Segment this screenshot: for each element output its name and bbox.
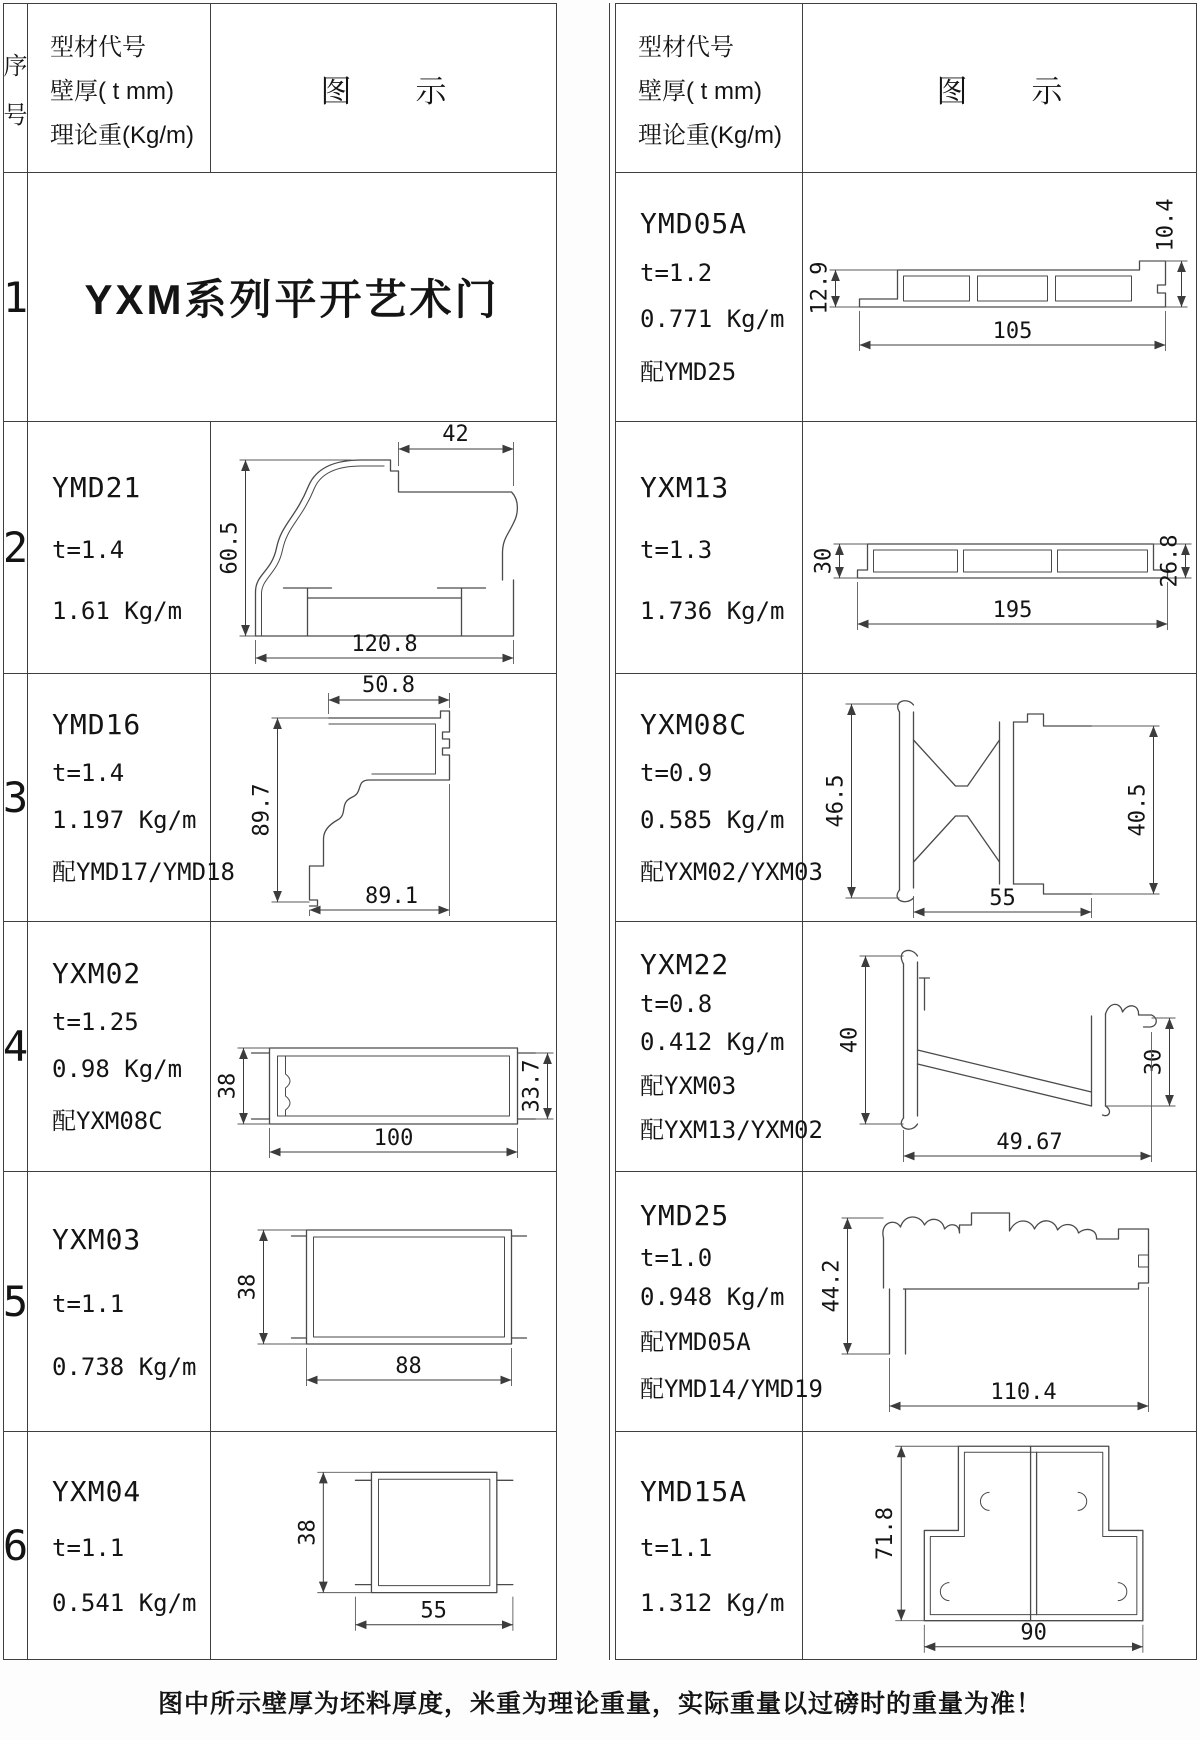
dim-label-left: 38 (235, 1273, 261, 1301)
serial-6: 6 (4, 1432, 28, 1659)
cell-diagram-ymd21 (211, 422, 556, 674)
dim-label-bottom: 89.1 (365, 884, 418, 909)
cell-diagram-ymd16 (211, 674, 556, 922)
profile-drawing-yxm22 (803, 922, 1196, 1171)
profile-weight: 0.98 Kg/m (52, 1054, 183, 1083)
profile-match: 配YXM03 (640, 1071, 737, 1100)
cell-code-ymd15a (616, 1432, 803, 1659)
dim-label-bottom: 55 (989, 886, 1016, 911)
dim-label-left: 44.2 (819, 1259, 845, 1313)
dimensions (216, 1048, 554, 1158)
profile-drawing-ymd15a (803, 1432, 1196, 1659)
profile-outline (292, 1230, 527, 1344)
cell-diagram-ymd25 (803, 1172, 1196, 1432)
profile-match: 配YXM02/YXM03 (640, 857, 823, 886)
serial-3: 3 (4, 674, 28, 922)
serial-header-char-2: 号 (3, 102, 28, 129)
profile-outline (901, 950, 1156, 1129)
profile-weight: 1.736 Kg/m (640, 596, 785, 625)
profile-drawing-yxm04 (211, 1432, 556, 1659)
profile-outline (310, 711, 450, 906)
dim-label-bottom: 100 (373, 1126, 414, 1151)
dim-label-left: 12.9 (807, 261, 833, 315)
profile-thickness: t=0.8 (640, 990, 713, 1019)
profile-thickness: t=1.25 (52, 1008, 139, 1037)
dimensions (824, 704, 1160, 918)
dim-label-bottom: 55 (420, 1598, 447, 1624)
profile-weight: 0.771 Kg/m (640, 305, 785, 334)
cell-code-yxm03 (28, 1172, 211, 1432)
profile-code: YXM04 (52, 1474, 142, 1508)
dim-label-bottom: 105 (992, 319, 1033, 344)
dimensions (812, 535, 1192, 630)
profile-match: 配YMD17/YMD18 (52, 857, 235, 886)
dim-label-bottom: 110.4 (990, 1380, 1057, 1405)
dim-label-bottom: 49.67 (996, 1130, 1063, 1155)
profile-outline (355, 1472, 512, 1592)
profile-code: YXM22 (640, 947, 730, 981)
serial-2: 2 (4, 422, 28, 674)
dim-label-right: 30 (1141, 1048, 1167, 1076)
dim-label-left: 71.8 (873, 1506, 899, 1561)
profile-weight: 1.312 Kg/m (640, 1588, 785, 1617)
profile-thickness: t=1.0 (640, 1243, 713, 1272)
dim-label-left: 46.5 (823, 774, 849, 828)
profile-match: 配YMD14/YMD19 (640, 1374, 823, 1403)
dim-label-left: 89.7 (249, 783, 275, 837)
cell-diagram-yxm08c (803, 674, 1196, 922)
cell-code-yxm13 (616, 422, 803, 674)
dimensions (295, 1472, 513, 1630)
profile-weight: 0.738 Kg/m (52, 1352, 197, 1381)
profile-drawing-yxm02 (211, 922, 556, 1171)
dim-label-left: 38 (295, 1519, 321, 1546)
dim-label-left: 60.5 (217, 521, 243, 575)
code-header-line-1: 型材代号 (638, 33, 734, 61)
profile-thickness: t=0.9 (640, 759, 713, 788)
header-diagram-right (803, 4, 1196, 173)
profile-drawing-ymd25 (803, 1172, 1196, 1431)
header-diagram-left (211, 4, 556, 173)
profile-outline (858, 544, 1168, 578)
dimensions (820, 1218, 1149, 1412)
cell-code-yxm22 (616, 922, 823, 1172)
profile-weight: 0.412 Kg/m (640, 1027, 785, 1056)
cell-code-ymd25 (616, 1172, 823, 1432)
code-header-line-2: 壁厚( t mm) (638, 77, 762, 105)
cell-code-yxm04 (28, 1432, 211, 1659)
profile-thickness: t=1.2 (640, 258, 713, 287)
header-serial-column (4, 4, 28, 173)
profile-thickness: t=1.1 (52, 1290, 125, 1318)
cell-code-ymd05a (616, 173, 803, 422)
profile-match: 配YXM08C (52, 1107, 163, 1136)
dim-label-left: 40 (837, 1026, 863, 1054)
diagram-header-char-1: 图 (320, 73, 352, 109)
profile-outline (924, 1446, 1143, 1620)
profile-code: YMD16 (52, 708, 142, 742)
profile-match: 配YMD25 (640, 357, 737, 386)
profile-code: YXM08C (640, 708, 748, 742)
header-code-column-right (616, 4, 803, 173)
profile-weight: 0.541 Kg/m (52, 1588, 197, 1617)
profile-weight: 0.585 Kg/m (640, 805, 785, 834)
profile-outline (256, 460, 518, 636)
code-header-line-1: 型材代号 (50, 33, 146, 61)
profile-code: YMD05A (640, 207, 748, 241)
dim-label-bottom: 88 (395, 1354, 422, 1379)
profile-drawing-ymd16 (211, 674, 556, 921)
profile-match: 配YXM13/YXM02 (640, 1116, 823, 1145)
profile-thickness: t=1.4 (52, 759, 125, 788)
footer-note: 图中所示壁厚为坯料厚度，米重为理论重量，实际重量以过磅时的重量为准！ (157, 1690, 1042, 1718)
profile-code: YMD25 (640, 1199, 730, 1233)
cell-code-yxm02 (28, 922, 211, 1172)
code-header-line-3: 理论重(Kg/m) (50, 121, 194, 149)
dim-label-top: 50.8 (362, 674, 415, 698)
cell-diagram-yxm02 (211, 922, 556, 1172)
profiles-table-right (615, 3, 1197, 1660)
profile-outline (897, 701, 1091, 902)
dimensions (808, 199, 1188, 351)
cell-code-yxm08c (616, 674, 823, 922)
cell-diagram-ymd05a (803, 173, 1196, 422)
cell-diagram-ymd15a (803, 1432, 1196, 1659)
profile-drawing-ymd05a (803, 173, 1196, 421)
profile-thickness: t=1.3 (640, 536, 713, 564)
serial-4: 4 (4, 922, 28, 1172)
serial-1: 1 (4, 173, 28, 422)
diagram-header-char-1: 图 (936, 73, 968, 109)
profiles-table-left (3, 3, 557, 1660)
table-divider-double-line (609, 3, 610, 1660)
serial-header-char-1: 序 (3, 53, 28, 80)
dimensions (250, 674, 450, 916)
profile-drawing-yxm03 (211, 1172, 556, 1431)
profile-code: YMD21 (52, 470, 142, 504)
dim-label-bottom: 195 (992, 598, 1033, 623)
diagram-header-char-2: 示 (1031, 73, 1063, 109)
cell-code-ymd21 (28, 422, 211, 674)
diagram-header-char-2: 示 (415, 73, 447, 109)
profile-match: 配YMD05A (640, 1328, 751, 1357)
cell-diagram-yxm03 (211, 1172, 556, 1432)
profile-thickness: t=1.4 (52, 536, 125, 564)
profile-outline (883, 1213, 1149, 1354)
profile-thickness: t=1.1 (640, 1534, 713, 1562)
dim-label-bottom: 90 (1020, 1620, 1047, 1646)
dim-label-bottom: 120.8 (351, 632, 418, 657)
dim-label-right: 26.8 (1157, 534, 1183, 588)
profile-weight: 1.61 Kg/m (52, 596, 183, 625)
profile-code: YXM02 (52, 956, 142, 990)
profile-code: YXM13 (640, 470, 730, 504)
profile-thickness: t=1.1 (52, 1534, 125, 1562)
cell-diagram-yxm22 (803, 922, 1196, 1172)
header-code-column-left (28, 4, 211, 173)
profile-outline (252, 1048, 536, 1124)
dim-label-left: 38 (215, 1072, 241, 1100)
code-header-line-3: 理论重(Kg/m) (638, 121, 782, 149)
cell-diagram-yxm13 (803, 422, 1196, 674)
dimensions (236, 1230, 512, 1386)
series-banner: YXM系列平开艺术门 (28, 173, 556, 422)
profile-drawing-yxm08c (803, 674, 1196, 921)
profile-drawing-ymd21 (211, 422, 556, 673)
code-header-line-2: 壁厚( t mm) (50, 77, 174, 105)
profile-weight: 1.197 Kg/m (52, 805, 197, 834)
dim-label-right: 10.4 (1153, 198, 1179, 252)
profile-code: YMD15A (640, 1474, 748, 1508)
dim-label-left: 30 (811, 547, 837, 575)
profile-weight: 0.948 Kg/m (640, 1282, 785, 1311)
dim-label-right: 40.5 (1125, 783, 1151, 837)
dim-label-top: 42 (442, 422, 469, 447)
profile-outline (860, 261, 1166, 307)
dim-label-right: 33.7 (519, 1059, 545, 1113)
profile-code: YXM03 (52, 1222, 142, 1256)
serial-5: 5 (4, 1172, 28, 1432)
cell-code-ymd16 (28, 674, 235, 922)
cell-diagram-yxm04 (211, 1432, 556, 1659)
profile-drawing-yxm13 (803, 422, 1196, 673)
dimensions (838, 956, 1176, 1162)
